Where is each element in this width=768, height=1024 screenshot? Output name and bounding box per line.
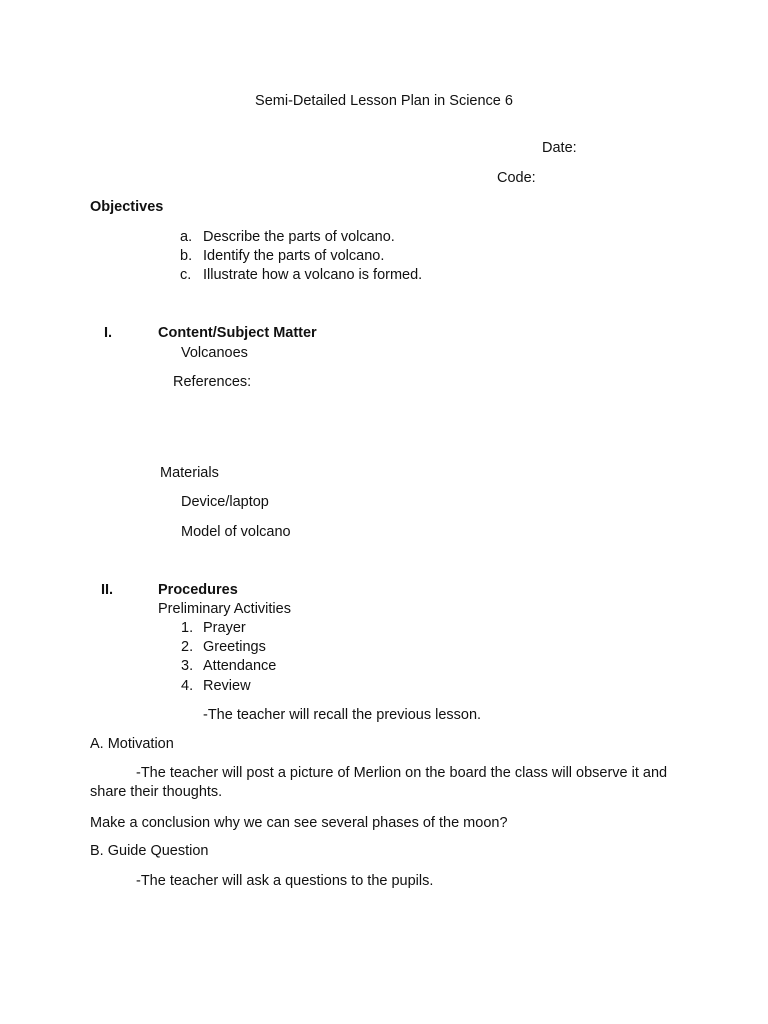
- material-item: Device/laptop: [181, 494, 269, 510]
- section-numeral: II.: [101, 582, 114, 598]
- step-marker: 4.: [181, 678, 194, 694]
- step-item: Greetings: [203, 639, 266, 655]
- content-topic: Volcanoes: [181, 345, 248, 361]
- material-item: Model of volcano: [181, 524, 291, 540]
- objectives-heading: Objectives: [90, 199, 164, 215]
- materials-label: Materials: [160, 465, 219, 481]
- step-item: Attendance: [203, 658, 277, 674]
- references-label: References:: [173, 374, 252, 390]
- objective-marker: b.: [180, 248, 193, 264]
- section-numeral: I.: [104, 325, 113, 341]
- objective-marker: a.: [180, 229, 193, 245]
- motivation-heading: A. Motivation: [90, 736, 174, 752]
- content-heading: Content/Subject Matter: [158, 325, 317, 341]
- motivation-paragraph: -The teacher will post a picture of Merlion on the board the class will observe it and share their thoughts.: [90, 765, 668, 800]
- step-item: Prayer: [203, 620, 246, 636]
- objective-marker: c.: [180, 267, 192, 283]
- date-label: Date:: [542, 140, 577, 156]
- objective-item: Identify the parts of volcano.: [203, 248, 385, 264]
- step-item: Review: [203, 678, 251, 694]
- guide-question-heading: B. Guide Question: [90, 843, 209, 859]
- step-marker: 3.: [181, 658, 194, 674]
- document-title: Semi-Detailed Lesson Plan in Science 6: [255, 93, 513, 109]
- step-marker: 2.: [181, 639, 194, 655]
- objective-item: Describe the parts of volcano.: [203, 229, 395, 245]
- procedures-heading: Procedures: [158, 582, 238, 598]
- step-marker: 1.: [181, 620, 194, 636]
- review-note: -The teacher will recall the previous lesson.: [203, 707, 482, 723]
- objective-item: Illustrate how a volcano is formed.: [203, 267, 423, 283]
- preliminary-activities-label: Preliminary Activities: [158, 601, 291, 617]
- guide-question-paragraph: -The teacher will ask a questions to the pupils.: [136, 873, 434, 889]
- motivation-conclusion: Make a conclusion why we can see several phases of the moon?: [90, 815, 508, 831]
- code-label: Code:: [497, 170, 536, 186]
